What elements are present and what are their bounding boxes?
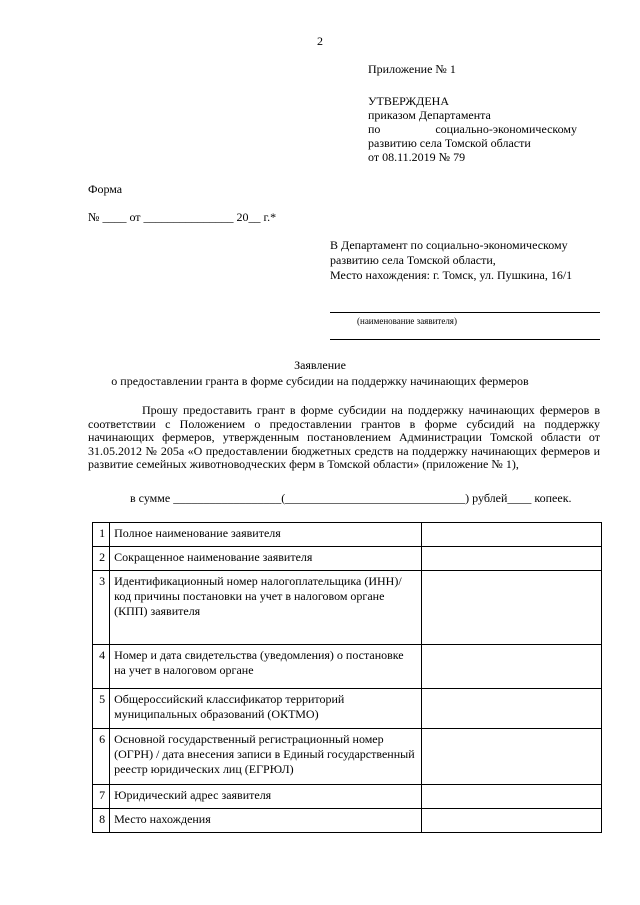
row-number: 8 [93, 809, 110, 833]
row-number: 5 [93, 689, 110, 729]
addressee-line-2: развитию села Томской области, [330, 253, 496, 267]
approval-line-2-b: социально-экономическому [435, 122, 577, 136]
approval-line-4: от 08.11.2019 № 79 [368, 150, 466, 164]
request-paragraph: Прошу предоставить грант в форме субсидии на поддержку начинающих фермеров в соответствии с Положением о предоставлении грантов в форме субсидий на поддержку начинающих фермеров, утвержденным постановлением Администрации Томской области от 31.05.2012 № 205а «О предоставлении бюджетных средств на поддержку начинающих фермеров и развитие семейных животноводческих ферм в Томской области» (приложение № 1), [88, 403, 600, 471]
sum-line[interactable]: в сумме __________________(______________________________) рублей____ копеек. [130, 491, 572, 505]
approval-line-3: развитию села Томской области [368, 136, 531, 150]
document-title [0, 357, 640, 389]
row-label: Сокращенное наименование заявителя [110, 547, 421, 571]
table-row [93, 809, 602, 833]
number-date-line[interactable]: № ____ от _______________ 20__ г.* [88, 210, 277, 224]
row-label: Основной государственный регистрационный номер (ОГРН) / дата внесения записи в Единый государственный реестр юридических лиц (ЕГРЮЛ) [110, 729, 421, 785]
row-value-cell[interactable] [421, 571, 601, 645]
applicant-info-table [92, 522, 602, 833]
row-number: 1 [93, 523, 110, 547]
row-value-cell[interactable] [421, 729, 601, 785]
row-label: Общероссийский классификатор территорий муниципальных образований (ОКТМО) [110, 689, 421, 729]
title-line-1: Заявление [294, 358, 346, 372]
row-number: 2 [93, 547, 110, 571]
row-value-cell[interactable] [421, 689, 601, 729]
approval-line-1: приказом Департамента [368, 108, 491, 122]
page-number: 2 [317, 34, 323, 48]
applicant-name-line-2[interactable] [330, 339, 600, 340]
approved-label: УТВЕРЖДЕНА [368, 94, 450, 108]
table-row [93, 571, 602, 645]
row-number: 3 [93, 571, 110, 645]
row-label: Место нахождения [110, 809, 421, 833]
row-label: Номер и дата свидетельства (уведомления) о постановке на учет в налоговом органе [110, 645, 421, 689]
row-number: 7 [93, 785, 110, 809]
table-row [93, 645, 602, 689]
row-label: Полное наименование заявителя [110, 523, 421, 547]
row-value-cell[interactable] [421, 547, 601, 571]
row-label: Идентификационный номер налогоплательщика (ИНН)/ код причины постановки на учет в налоговом органе (КПП) заявителя [110, 571, 421, 645]
form-label: Форма [88, 182, 123, 196]
row-number: 4 [93, 645, 110, 689]
table-row [93, 729, 602, 785]
request-text [88, 404, 600, 472]
row-value-cell[interactable] [421, 785, 601, 809]
table-row [93, 689, 602, 729]
table-row [93, 785, 602, 809]
row-value-cell[interactable] [421, 645, 601, 689]
applicant-name-line-1[interactable] [330, 312, 600, 313]
addressee-line-3: Место нахождения: г. Томск, ул. Пушкина, 16/1 [330, 268, 573, 282]
approval-line-2 [368, 122, 577, 136]
row-value-cell[interactable] [421, 523, 601, 547]
approval-block [368, 62, 577, 164]
row-number: 6 [93, 729, 110, 785]
table-row [93, 547, 602, 571]
table-row [93, 523, 602, 547]
addressee-line-1: В Департамент по социально-экономическому [330, 238, 568, 252]
title-line-2: о предоставлении гранта в форме субсидии на поддержку начинающих фермеров [111, 374, 529, 388]
addressee-block [330, 238, 572, 283]
row-value-cell[interactable] [421, 809, 601, 833]
applicant-caption: (наименование заявителя) [357, 316, 457, 326]
row-label: Юридический адрес заявителя [110, 785, 421, 809]
approval-line-2-a: по [368, 122, 381, 136]
appendix-label: Приложение № 1 [368, 62, 456, 76]
